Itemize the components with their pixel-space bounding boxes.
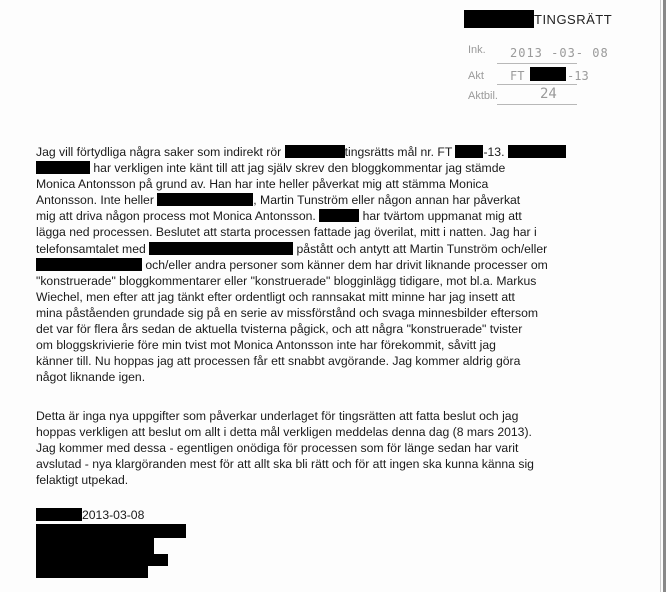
text: Antonsson. Inte heller: [36, 193, 154, 208]
text-line: känner till. Nu hoppas jag att processen får ett snabbt avgörande. Jag kommer aldrig göra: [36, 354, 521, 369]
ink-label: Ink.: [468, 44, 486, 56]
akt-label: Akt: [468, 70, 484, 82]
aktbil-rule: [497, 104, 577, 105]
akt-prefix: FT: [510, 69, 525, 83]
text: Jag vill förtydliga några saker som indirekt rör: [36, 145, 282, 159]
text-line: om bloggskrivierie före min tvist mot Monica Antonsson inte har förekommit, såvitt jag: [36, 338, 496, 353]
aktbil-value: 24: [540, 86, 557, 102]
redaction: [36, 161, 90, 174]
text-line: lägga ned processen. Beslutet att starta processen fattade jag överilat, mitt i natten. Jag har i: [36, 225, 537, 240]
ink-rule: [497, 63, 577, 64]
text-line: hoppas verkligen att beslut om allt i detta mål verkligen meddelas denna dag (8 mars 2013).: [36, 425, 532, 440]
court-name: [464, 10, 612, 28]
redaction: [464, 10, 534, 28]
redaction: [149, 242, 293, 255]
text-line: Monica Antonsson på grund av. Han har inte heller påverkat mig att stämma Monica: [36, 177, 489, 192]
text-line: Jag kommer med dessa - egentligen onödiga för processen som för länge sedan har varit: [36, 441, 519, 456]
text: mig att driva någon process mot Monica Antonsson.: [36, 209, 316, 224]
text-line: något liknande igen.: [36, 370, 146, 385]
redaction: [157, 193, 253, 206]
text: och/eller andra personer som känner dem har drivit liknande processer om: [145, 257, 548, 272]
text-line: det var för flera års sedan de aktuella tvisterna pågick, och att några "konstruerade" tvister: [36, 322, 523, 337]
text-line: "konstruerade" bloggkommentarer eller "konstruerade" blogginlägg tidigare, mot bl.a. Markus: [36, 273, 537, 288]
redacted-signature: [36, 524, 186, 538]
akt-suffix: -13: [567, 69, 589, 83]
redaction: [530, 67, 566, 81]
redaction: [36, 258, 142, 271]
redacted-signature: [36, 538, 154, 554]
text-line: avslutad - nya klargöranden mest för att allt ska bli rätt och för att ingen ska kunna känna sig: [36, 457, 534, 472]
letter-paragraph-2: [36, 408, 576, 488]
redaction: [508, 145, 566, 158]
redaction: [455, 145, 483, 158]
redaction: [285, 145, 345, 158]
text: tingsrätts mål nr. FT: [344, 145, 453, 159]
text-line: mina påståenden grundade sig på en serie av missförstånd och svaga minnesbilder eftersom: [36, 305, 539, 320]
signature-line: [36, 508, 144, 522]
court-suffix: TINGSRÄTT: [534, 12, 613, 27]
text: påstått och antytt att Martin Tunström och/eller: [296, 241, 548, 256]
akt-rule: [497, 84, 577, 85]
text-line: Detta är inga nya uppgifter som påverkar underlaget för tingsrätten att fatta beslut och jag: [36, 409, 519, 423]
text: har verkligen inte känt till att jag själv skrev den bloggkommentar jag stämde: [93, 161, 506, 176]
redacted-signature: [36, 554, 168, 566]
redacted-signature: [36, 566, 148, 578]
text-line: felaktigt utpekad.: [36, 473, 129, 488]
signature-date: 2013-03-08: [82, 508, 145, 522]
redaction: [36, 508, 82, 521]
text-line: Wiechel, men efter att jag tänkt efter ordentligt och rannsakat mitt minne har jag insett att: [36, 289, 515, 304]
scan-edge-line: [660, 0, 661, 592]
aktbil-label: Aktbil.: [468, 90, 498, 102]
text: telefonsamtalet med: [36, 241, 146, 256]
text: -13.: [483, 145, 505, 159]
text: har tvärtom uppmanat mig att: [362, 209, 522, 224]
ink-date: 2013 -03- 08: [510, 46, 609, 60]
redaction: [319, 209, 359, 222]
text: , Martin Tunström eller någon annan har påverkat: [253, 193, 521, 208]
letter-paragraph-1: [36, 144, 576, 385]
